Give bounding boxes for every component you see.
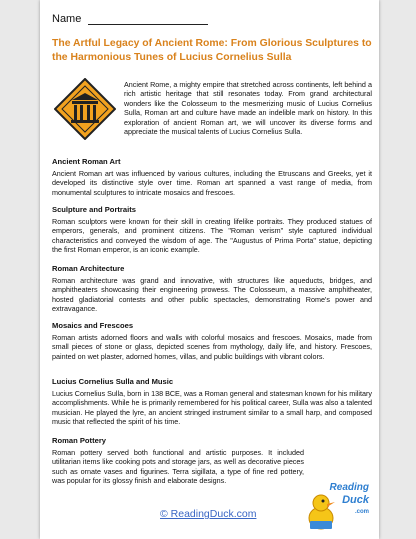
logo-text-com: .com <box>354 509 369 515</box>
section-body: Ancient Roman art was influenced by various cultures, including the Etruscans and Greeks, yet it developed its distinctive style over time. Roman art spanned a vast range of media, from monumental sculptures to intricate mosaics and frescoes. <box>52 169 372 197</box>
section-body: Lucius Cornelius Sulla, born in 138 BCE, was a Roman general and statesman known for his military accomplishments. While he is primarily remembered for his political career, Sulla was also a talented musician. He played the lyre, an ancient stringed instrument similar to a small harp, and composed music that reflected the spirit of his time. <box>52 389 373 426</box>
section-sulla-music <box>52 377 372 426</box>
section-body: Roman architecture was grand and innovative, with structures like aqueducts, bridges, and amphitheaters showcasing their engineering prowess. The Colosseum, a massive amphitheater, hosted gladiatorial contests and other public spectacles, demonstrating Rome's power and extravagance. <box>52 276 372 313</box>
intro-paragraph: Ancient Rome, a mighty empire that stretched across continents, left behind a rich artistic heritage that still resonates today. From grand architectural wonders like the Colosseum to the mesmerizing music of Lucius Cornelius Sulla, Roman art and culture have made an indelible mark on history. In this exploration of ancient Roman art, we will uncover its diverse forms and appreciate the musical talents of Lucius Cornelius Sulla. <box>124 80 372 137</box>
section-body: Roman artists adorned floors and walls with colorful mosaics and frescoes. Mosaics, made from small pieces of stone or glass, depicted scenes from mythology, daily life, and history. Frescoes, painted on wet plaster, adorned homes, villas, and public buildings with vibrant colors. <box>52 333 372 361</box>
logo-text-reading: Reading <box>329 482 369 493</box>
section-body: Roman sculptors were known for their skill in creating lifelike portraits. They produced statues of emperors, generals, and prominent citizens. The "Roman verism" style captured individual characteristics and conveyed the wisdom of age. The "Augustus of Prima Porta" statue, depicting the first Roman emperor, is an iconic example. <box>52 217 372 254</box>
section-mosaics-frescoes <box>52 321 372 361</box>
section-heading: Roman Architecture <box>52 264 125 273</box>
section-body: Roman pottery served both functional and artistic purposes. It included utilitarian items like cooking pots and storage jars, as well as decorative pieces such as ornate vases and figurines. Terra sigillata, a type of fine red pottery, was popular for its glossy finish and elaborate designs. <box>52 448 304 485</box>
name-label: Name <box>52 13 82 25</box>
section-ancient-roman-art <box>52 157 372 197</box>
greek-temple-icon <box>54 78 116 140</box>
section-heading: Mosaics and Frescoes <box>52 321 134 330</box>
section-heading: Roman Pottery <box>52 436 107 445</box>
section-roman-architecture <box>52 264 372 313</box>
name-blank-line[interactable] <box>88 24 208 25</box>
section-sculpture-portraits <box>52 205 372 254</box>
worksheet-page <box>40 0 379 539</box>
section-heading: Sculpture and Portraits <box>52 205 136 214</box>
worksheet-title: The Artful Legacy of Ancient Rome: From Glorious Sculptures to the Harmonious Tunes of Lucius Cornelius Sulla <box>52 38 372 63</box>
readingduck-link[interactable]: © ReadingDuck.com <box>160 508 257 520</box>
section-heading: Lucius Cornelius Sulla and Music <box>52 377 174 386</box>
logo-text-duck: Duck <box>342 494 369 506</box>
section-heading: Ancient Roman Art <box>52 157 121 166</box>
